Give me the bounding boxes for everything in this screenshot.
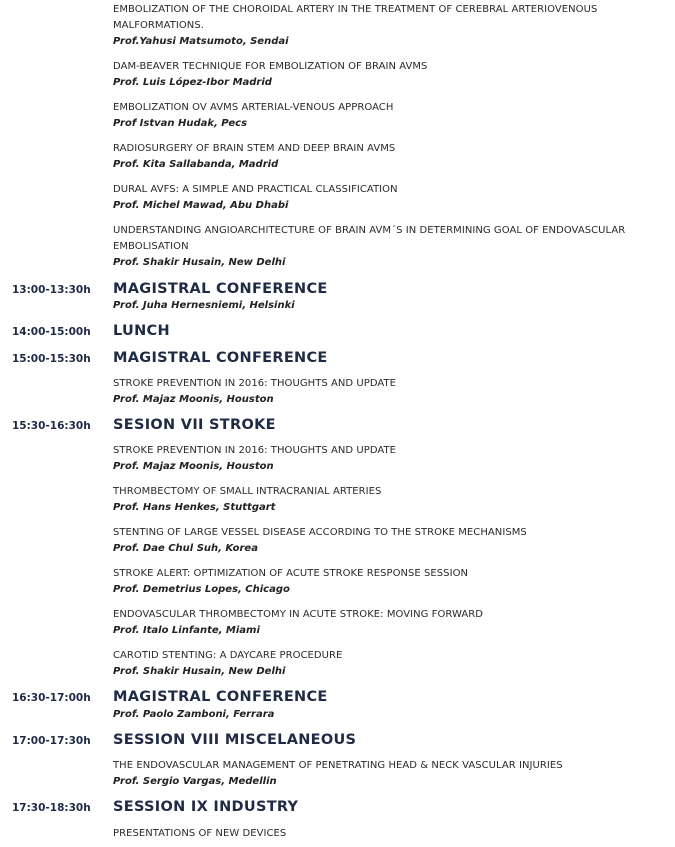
talk-speaker: Prof. Michel Mawad, Abu Dhabi — [113, 200, 289, 211]
talk-speaker: Prof. Luis López-Ibor Madrid — [113, 77, 272, 88]
talk-title: EMBOLIZATION OV AVMS ARTERIAL-VENOUS APPROACH — [113, 102, 394, 113]
session-time: 13:00-13:30h — [12, 284, 91, 296]
session-heading: MAGISTRAL CONFERENCE — [113, 350, 328, 366]
session-time: 15:00-15:30h — [12, 353, 91, 365]
session-heading: LUNCH — [113, 323, 170, 339]
session-time: 15:30-16:30h — [12, 420, 91, 432]
talk-title: ENDOVASCULAR THROMBECTOMY IN ACUTE STROKE: MOVING FORWARD — [113, 609, 484, 620]
talk-speaker: Prof. Shakir Husain, New Delhi — [113, 257, 286, 268]
talk-title: MALFORMATIONS. — [113, 20, 204, 31]
talk-title: DURAL AVFS: A SIMPLE AND PRACTICAL CLASSIFICATION — [113, 184, 398, 195]
talk-title: DAM-BEAVER TECHNIQUE FOR EMBOLIZATION OF BRAIN AVMS — [113, 61, 428, 72]
session-time: 14:00-15:00h — [12, 326, 91, 338]
talk-speaker: Prof. Kita Sallabanda, Madrid — [113, 159, 279, 170]
talk-speaker: Prof Istvan Hudak, Pecs — [113, 118, 248, 129]
talk-speaker: Prof. Paolo Zamboni, Ferrara — [113, 709, 275, 720]
talk-title: PRESENTATIONS OF NEW DEVICES — [113, 828, 287, 839]
talk-speaker: Prof. Dae Chul Suh, Korea — [113, 543, 258, 554]
talk-title: STROKE PREVENTION IN 2016: THOUGHTS AND UPDATE — [113, 378, 397, 389]
session-heading: SESSION IX INDUSTRY — [113, 799, 299, 815]
talk-speaker: Prof. Demetrius Lopes, Chicago — [113, 584, 290, 595]
talk-speaker: Prof. Majaz Moonis, Houston — [113, 461, 274, 472]
talk-title: THROMBECTOMY OF SMALL INTRACRANIAL ARTERIES — [113, 486, 382, 497]
session-time: 17:30-18:30h — [12, 802, 91, 814]
talk-speaker: Prof. Sergio Vargas, Medellin — [113, 776, 277, 787]
talk-title: STENTING OF LARGE VESSEL DISEASE ACCORDING TO THE STROKE MECHANISMS — [113, 527, 527, 538]
talk-title: CAROTID STENTING: A DAYCARE PROCEDURE — [113, 650, 343, 661]
talk-title: EMBOLISATION — [113, 241, 189, 252]
talk-title: STROKE ALERT: OPTIMIZATION OF ACUTE STROKE RESPONSE SESSION — [113, 568, 469, 579]
talk-title: EMBOLIZATION OF THE CHOROIDAL ARTERY IN THE TREATMENT OF CEREBRAL ARTERIOVENOUS — [113, 4, 598, 15]
session-time: 17:00-17:30h — [12, 735, 91, 747]
session-time: 16:30-17:00h — [12, 692, 91, 704]
session-heading: SESION VII STROKE — [113, 417, 276, 433]
talk-title: UNDERSTANDING ANGIOARCHITECTURE OF BRAIN AVM´S IN DETERMINING GOAL OF ENDOVASCULAR — [113, 225, 626, 236]
talk-speaker: Prof. Juha Hernesniemi, Helsinki — [113, 300, 295, 311]
session-heading: MAGISTRAL CONFERENCE — [113, 689, 328, 705]
talk-speaker: Prof. Majaz Moonis, Houston — [113, 394, 274, 405]
talk-speaker: Prof. Hans Henkes, Stuttgart — [113, 502, 276, 513]
talk-speaker: Prof. Italo Linfante, Miami — [113, 625, 260, 636]
talk-speaker: Prof. Shakir Husain, New Delhi — [113, 666, 286, 677]
talk-title: RADIOSURGERY OF BRAIN STEM AND DEEP BRAIN AVMS — [113, 143, 396, 154]
talk-title: THE ENDOVASCULAR MANAGEMENT OF PENETRATING HEAD & NECK VASCULAR INJURIES — [113, 760, 563, 771]
session-heading: MAGISTRAL CONFERENCE — [113, 281, 328, 297]
talk-title: STROKE PREVENTION IN 2016: THOUGHTS AND UPDATE — [113, 445, 397, 456]
session-heading: SESSION VIII MISCELANEOUS — [113, 732, 357, 748]
talk-speaker: Prof.Yahusi Matsumoto, Sendai — [113, 36, 289, 47]
